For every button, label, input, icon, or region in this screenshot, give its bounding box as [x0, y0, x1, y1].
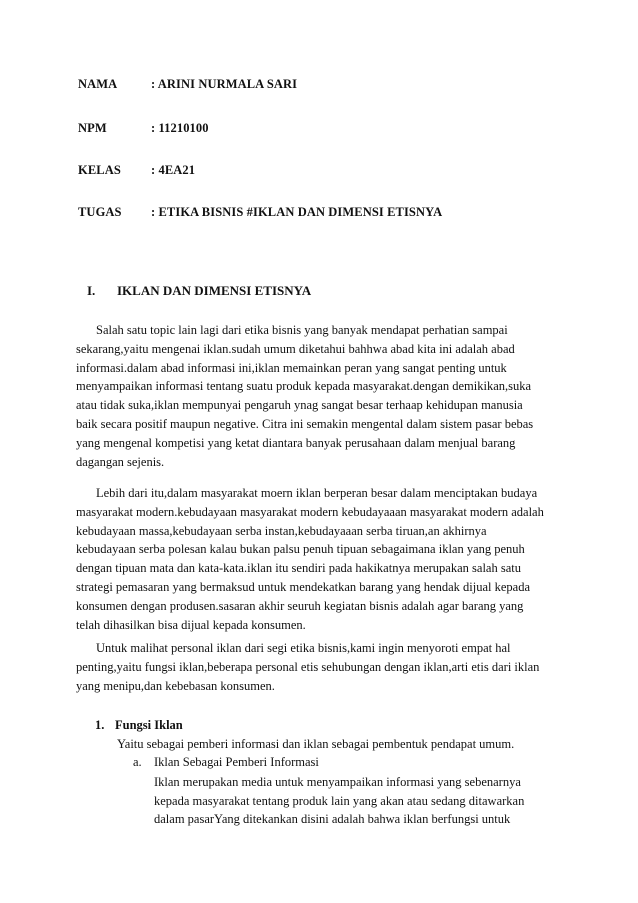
- header-label: NPM: [78, 121, 107, 135]
- paragraph-line: kebudayaan serba polesan kalau bukan palsu penuh tipuan sebagaimana iklan yang penuh: [76, 542, 525, 557]
- header-label: TUGAS: [78, 205, 122, 219]
- paragraph-line: yang menipu,dan kebebasan konsumen.: [76, 678, 275, 693]
- paragraph-line: baik secara positif maupun negative. Citra ini semakin mengental dalam sistem pasar bebas: [76, 416, 534, 431]
- header-row-npm: [78, 121, 209, 136]
- header-value: : 11210100: [151, 121, 209, 135]
- paragraph-line: sekarang,yaitu mengenai iklan.sudah umum diketahui bahhwa abad kita ini adalah abad: [76, 341, 515, 356]
- header-row-tugas: [78, 205, 442, 220]
- paragraph-line: dengan tipuan mata dan kata-kata.iklan itu sendiri pada hakikatnya merupakan salah satu: [76, 561, 521, 576]
- list-title: Fungsi Iklan: [115, 718, 183, 732]
- paragraph-line: dagangan sejenis.: [76, 454, 165, 469]
- section-number: I.: [87, 283, 96, 298]
- paragraph-line: menyampaikan informasi tentang suatu produk kepada masyarakat.dengan demikikan,suka: [76, 379, 532, 394]
- header-value: : ARINI NURMALA SARI: [151, 77, 298, 91]
- paragraph-line: kepada masyarakat tentang produk lain yang akan atau sedang ditawarkan: [154, 793, 525, 808]
- sublist-title: Iklan Sebagai Pemberi Informasi: [154, 755, 319, 769]
- paragraph-line: kebudayaan massa,kebudayaan serba instan,kebudayaaan serba tiruan,an akhirnya: [76, 523, 487, 538]
- paragraph-line: Iklan merupakan media untuk menyampaikan informasi yang sebenarnya: [154, 775, 521, 789]
- list-number: 1.: [95, 718, 105, 732]
- paragraph-line: penting,yaitu fungsi iklan,beberapa personal etis sehubungan dengan iklan,arti etis dari iklan: [76, 659, 540, 674]
- paragraph-line: masyarakat modern.kebudayaan masyarakat modern kebudayaaan masyarakat modern adalah: [76, 504, 544, 519]
- paragraph-line: dalam pasarYang ditekankan disini adalah bahwa iklan berfungsi untuk: [154, 812, 511, 826]
- header-label: NAMA: [78, 77, 118, 91]
- sublist-letter: a.: [133, 755, 142, 769]
- header-row-kelas: [78, 163, 195, 178]
- section-heading: [87, 283, 311, 299]
- paragraph-line: Salah satu topic lain lagi dari etika bisnis yang banyak mendapat perhatian sampai: [96, 323, 508, 337]
- paragraph-line: atau tidak suka,iklan mempunyai pengaruh ynag sangat besar terhaap kehidupan manusia: [76, 398, 523, 413]
- section-title: IKLAN DAN DIMENSI ETISNYA: [117, 283, 312, 298]
- paragraph-line: Untuk malihat personal iklan dari segi etika bisnis,kami ingin menyoroti empat hal: [96, 641, 511, 655]
- paragraph-line: strategi pemasaran yang bermaksud untuk mendekatkan barang yang hendak dijual kepada: [76, 579, 531, 594]
- paragraph-line: Lebih dari itu,dalam masyarakat moern iklan berperan besar dalam menciptakan budaya: [96, 486, 538, 500]
- paragraph-line: informasi.dalam abad informasi ini,iklan memainkan peran yang sangat penting untuk: [76, 360, 507, 375]
- sublist-heading: [133, 755, 319, 770]
- paragraph-3: [76, 639, 576, 695]
- header-label: KELAS: [78, 163, 121, 177]
- sublist-paragraph: [154, 773, 524, 829]
- header-value: : 4EA21: [151, 163, 196, 177]
- header-value: : ETIKA BISNIS #IKLAN DAN DIMENSI ETISNYA: [151, 205, 443, 219]
- list-intro: Yaitu sebagai pemberi informasi dan iklan sebagai pembentuk pendapat umum.: [117, 737, 515, 751]
- paragraph-1: [76, 321, 576, 471]
- list-item-heading: [95, 718, 183, 733]
- paragraph-line: konsumen dengan produsen.sasaran akhir seuruh kegiatan bisnis adalah agar barang yang: [76, 598, 524, 613]
- paragraph-2: [76, 484, 576, 634]
- header-row-nama: [78, 77, 297, 92]
- paragraph-line: telah dihasilkan bisa dijual kepada konsumen.: [76, 617, 306, 632]
- paragraph-line: yang mengenal kompetisi yang ketat diantara banyak perusahaan dalam menjual barang: [76, 435, 516, 450]
